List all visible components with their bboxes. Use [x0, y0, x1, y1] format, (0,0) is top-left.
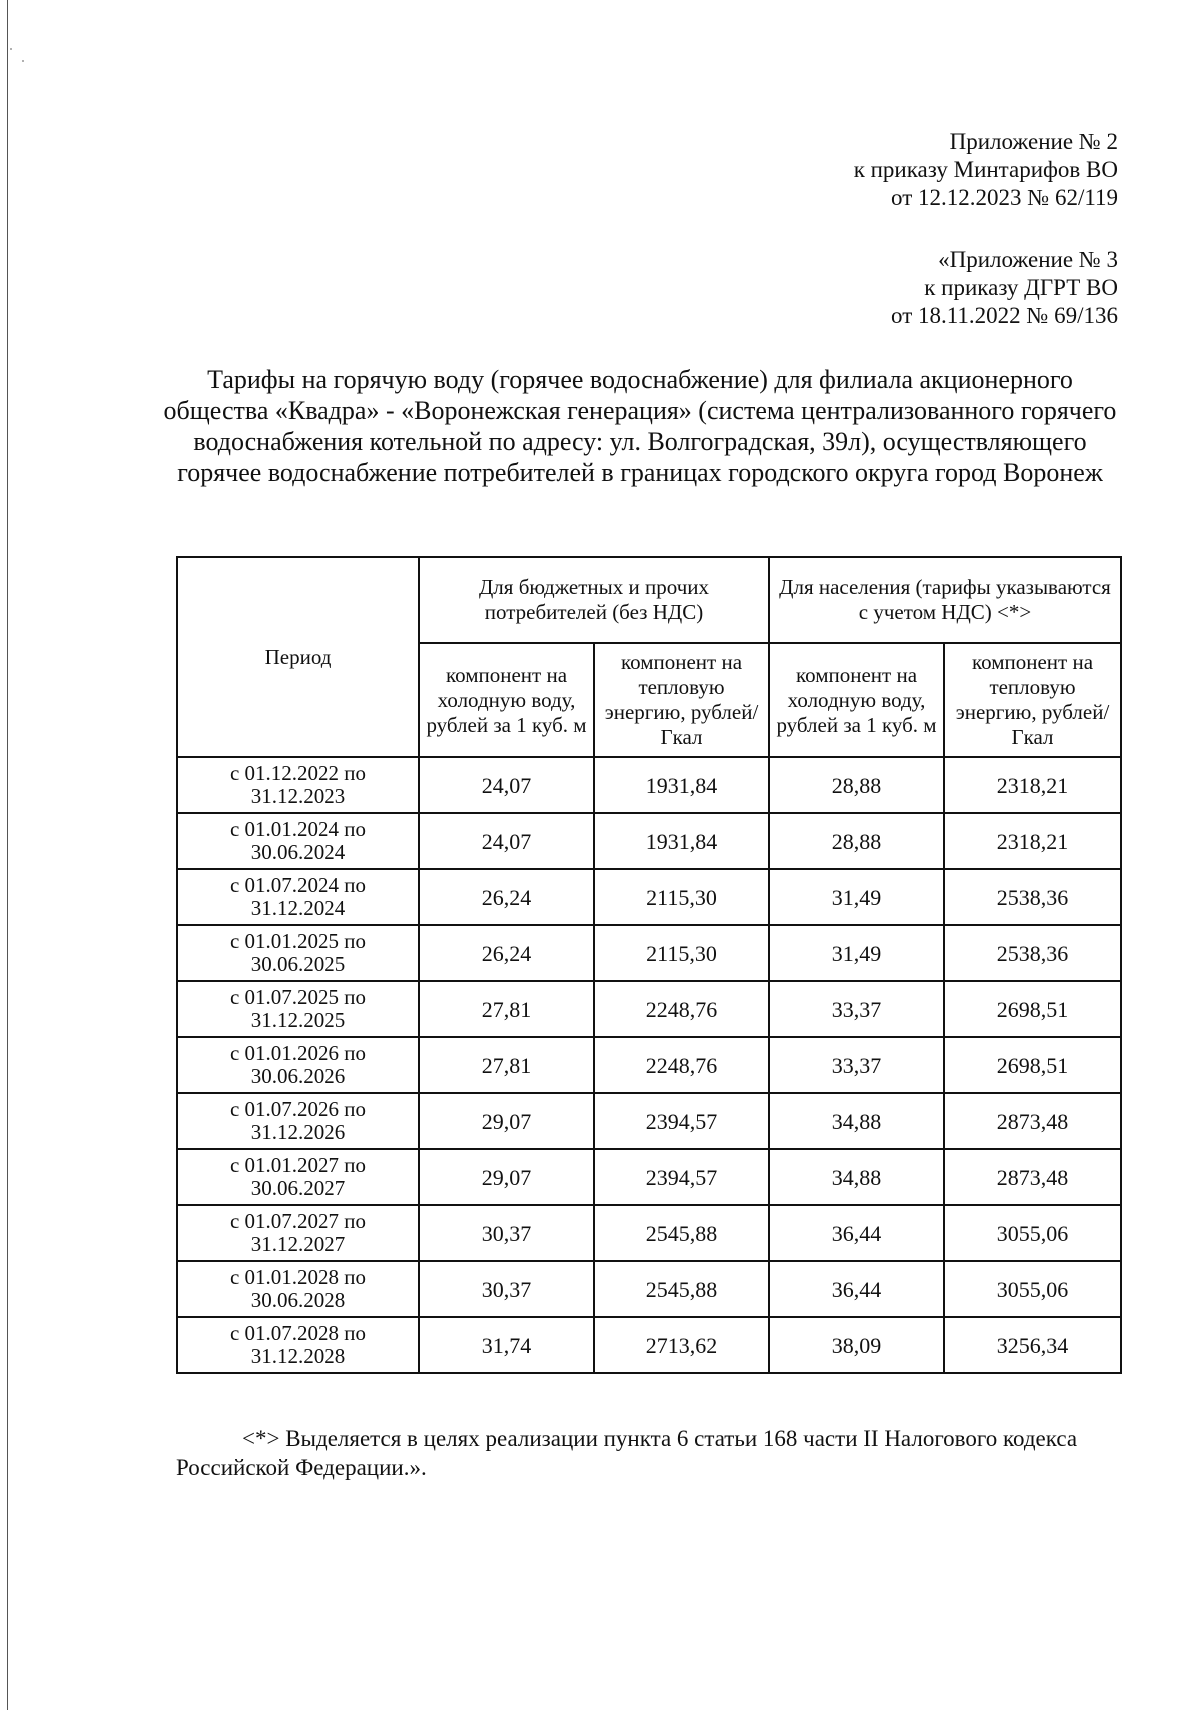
population-heat-cell: 2318,21 [944, 813, 1121, 869]
budget-heat-cell: 2545,88 [594, 1205, 769, 1261]
scan-edge-line [7, 0, 8, 1710]
period-cell: с 01.01.2027 по 30.06.2027 [177, 1149, 419, 1205]
population-cold-cell: 34,88 [769, 1149, 944, 1205]
budget-cold-cell: 26,24 [419, 869, 594, 925]
budget-cold-cell: 29,07 [419, 1093, 594, 1149]
population-cold-cell: 36,44 [769, 1205, 944, 1261]
period-cell: с 01.01.2026 по 30.06.2026 [177, 1037, 419, 1093]
population-heat-cell: 2698,51 [944, 1037, 1121, 1093]
appendix-line: от 18.11.2022 № 69/136 [891, 303, 1118, 328]
appendix-line: к приказу Минтарифов ВО [853, 157, 1118, 182]
table-row [177, 981, 1121, 1037]
period-header: Период [177, 557, 419, 757]
budget-cold-cell: 27,81 [419, 981, 594, 1037]
scan-speck [10, 48, 12, 50]
budget-cold-cell: 30,37 [419, 1205, 594, 1261]
population-group-header: Для населения (тарифы указываются с учетом НДС) <*> [769, 557, 1121, 643]
table-row [177, 813, 1121, 869]
appendix-line: от 12.12.2023 № 62/119 [891, 185, 1118, 210]
appendix-header-previous [891, 246, 1118, 330]
table-row [177, 1261, 1121, 1317]
budget-cold-cell: 29,07 [419, 1149, 594, 1205]
period-cell: с 01.07.2024 по 31.12.2024 [177, 869, 419, 925]
budget-heat-cell: 2394,57 [594, 1093, 769, 1149]
population-cold-cell: 36,44 [769, 1261, 944, 1317]
budget-heat-cell: 2248,76 [594, 981, 769, 1037]
tariff-table-body [177, 757, 1121, 1373]
budget-cold-cell: 30,37 [419, 1261, 594, 1317]
period-cell: с 01.12.2022 по 31.12.2023 [177, 757, 419, 813]
budget-heat-cell: 1931,84 [594, 813, 769, 869]
budget-heat-header: компонент на тепловую энергию, рублей/Гкал [594, 643, 769, 757]
population-heat-cell: 3256,34 [944, 1317, 1121, 1373]
budget-heat-cell: 2115,30 [594, 869, 769, 925]
budget-heat-cell: 1931,84 [594, 757, 769, 813]
budget-heat-cell: 2545,88 [594, 1261, 769, 1317]
population-heat-cell: 2873,48 [944, 1149, 1121, 1205]
budget-cold-cell: 27,81 [419, 1037, 594, 1093]
budget-heat-cell: 2713,62 [594, 1317, 769, 1373]
population-cold-cell: 31,49 [769, 925, 944, 981]
population-cold-cell: 33,37 [769, 1037, 944, 1093]
table-row [177, 1149, 1121, 1205]
budget-cold-cell: 31,74 [419, 1317, 594, 1373]
budget-group-header: Для бюджетных и прочих потребителей (без НДС) [419, 557, 769, 643]
period-cell: с 01.07.2025 по 31.12.2025 [177, 981, 419, 1037]
period-cell: с 01.07.2027 по 31.12.2027 [177, 1205, 419, 1261]
table-row [177, 1205, 1121, 1261]
appendix-header-current [854, 128, 1118, 212]
budget-cold-header: компонент на холодную воду, рублей за 1 куб. м [419, 643, 594, 757]
population-heat-cell: 2698,51 [944, 981, 1121, 1037]
document-title: Тарифы на горячую воду (горячее водоснабжение) для филиала акционерного общества «Квадра» - «Воронежская генерация» (система централизованного горячего водоснабжения котельной по адресу: ул. Волгоградская, 39л), осуществляющего горячее водоснабжение потребителей в границах городского округа город Воронеж [163, 365, 1117, 487]
population-heat-cell: 2873,48 [944, 1093, 1121, 1149]
appendix-line: Приложение № 2 [949, 129, 1118, 154]
table-row [177, 1317, 1121, 1373]
period-cell: с 01.01.2028 по 30.06.2028 [177, 1261, 419, 1317]
period-cell: с 01.01.2025 по 30.06.2025 [177, 925, 419, 981]
population-heat-cell: 2538,36 [944, 869, 1121, 925]
population-cold-cell: 31,49 [769, 869, 944, 925]
period-cell: с 01.07.2026 по 31.12.2026 [177, 1093, 419, 1149]
budget-heat-cell: 2394,57 [594, 1149, 769, 1205]
table-row [177, 925, 1121, 981]
population-cold-cell: 28,88 [769, 813, 944, 869]
population-cold-cell: 33,37 [769, 981, 944, 1037]
period-cell: с 01.07.2028 по 31.12.2028 [177, 1317, 419, 1373]
appendix-line: «Приложение № 3 [938, 247, 1118, 272]
footnote: <*> Выделяется в целях реализации пункта 6 статьи 168 части II Налогового кодекса Российской Федерации.». [176, 1426, 1078, 1480]
table-row [177, 1093, 1121, 1149]
population-cold-header: компонент на холодную воду, рублей за 1 куб. м [769, 643, 944, 757]
table-row [177, 757, 1121, 813]
budget-heat-cell: 2115,30 [594, 925, 769, 981]
budget-cold-cell: 24,07 [419, 757, 594, 813]
population-cold-cell: 34,88 [769, 1093, 944, 1149]
budget-cold-cell: 26,24 [419, 925, 594, 981]
table-row [177, 1037, 1121, 1093]
population-heat-cell: 2318,21 [944, 757, 1121, 813]
population-heat-cell: 3055,06 [944, 1205, 1121, 1261]
population-cold-cell: 38,09 [769, 1317, 944, 1373]
budget-heat-cell: 2248,76 [594, 1037, 769, 1093]
period-cell: с 01.01.2024 по 30.06.2024 [177, 813, 419, 869]
population-cold-cell: 28,88 [769, 757, 944, 813]
population-heat-header: компонент на тепловую энергию, рублей/Гкал [944, 643, 1121, 757]
appendix-line: к приказу ДГРТ ВО [924, 275, 1118, 300]
table-row [177, 869, 1121, 925]
budget-cold-cell: 24,07 [419, 813, 594, 869]
population-heat-cell: 3055,06 [944, 1261, 1121, 1317]
tariff-table [176, 556, 1122, 1374]
population-heat-cell: 2538,36 [944, 925, 1121, 981]
scan-speck [22, 60, 24, 62]
